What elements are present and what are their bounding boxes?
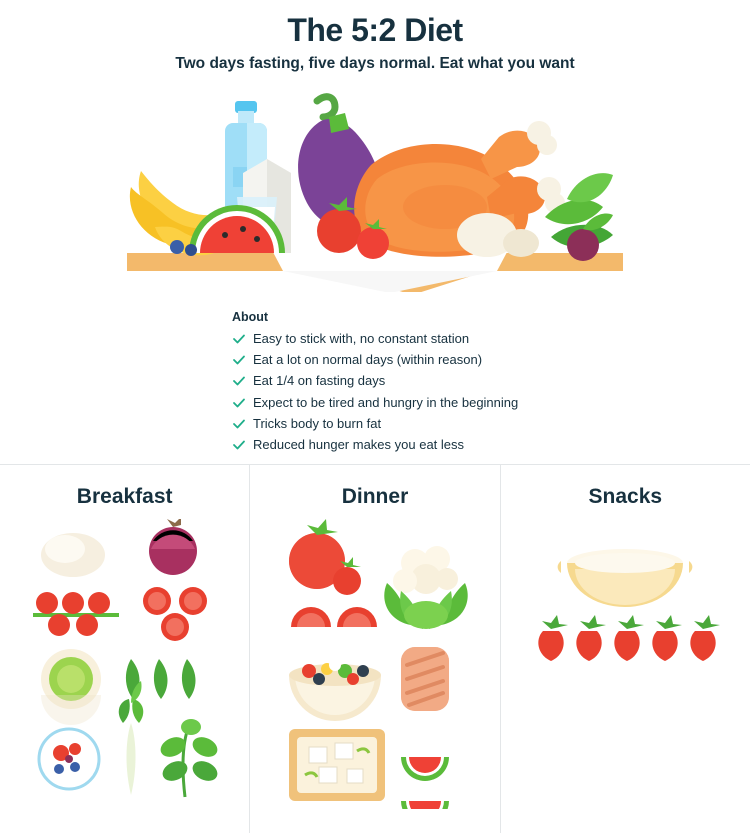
list-item-label: Tricks body to burn fat — [253, 415, 382, 431]
column-snacks — [500, 465, 750, 833]
list-item-label: Expect to be tired and hungry in the beginning — [253, 394, 519, 410]
list-item — [232, 331, 652, 347]
header — [0, 0, 750, 73]
meal-columns — [0, 464, 750, 833]
list-item — [232, 373, 652, 389]
column-dinner — [249, 465, 499, 833]
dinner-illustration — [250, 519, 499, 809]
check-icon — [232, 438, 246, 452]
check-icon — [232, 353, 246, 367]
check-icon — [232, 417, 246, 431]
column-title: Snacks — [588, 485, 663, 508]
about-list — [232, 331, 652, 454]
snacks-illustration — [501, 519, 750, 719]
breakfast-illustration — [0, 519, 249, 809]
list-item-label: Eat a lot on normal days (within reason) — [253, 352, 483, 368]
list-item-label: Easy to stick with, no constant station — [253, 330, 470, 346]
list-item — [232, 352, 652, 368]
column-title: Breakfast — [76, 485, 173, 508]
about-section — [232, 310, 652, 454]
hero-illustration — [0, 87, 750, 292]
list-item — [232, 437, 652, 453]
list-item-label: Eat 1/4 on fasting days — [253, 373, 386, 389]
about-heading: About — [232, 309, 269, 324]
column-title: Dinner — [341, 485, 409, 508]
page-title: The 5:2 Diet — [287, 12, 463, 48]
check-icon — [232, 374, 246, 388]
column-breakfast — [0, 465, 249, 833]
list-item-label: Reduced hunger makes you eat less — [253, 437, 465, 453]
food-spread-illustration — [115, 87, 635, 292]
list-item — [232, 416, 652, 432]
check-icon — [232, 332, 246, 346]
check-icon — [232, 396, 246, 410]
page-subtitle: Two days fasting, five days normal. Eat what you want — [175, 54, 575, 72]
list-item — [232, 395, 652, 411]
